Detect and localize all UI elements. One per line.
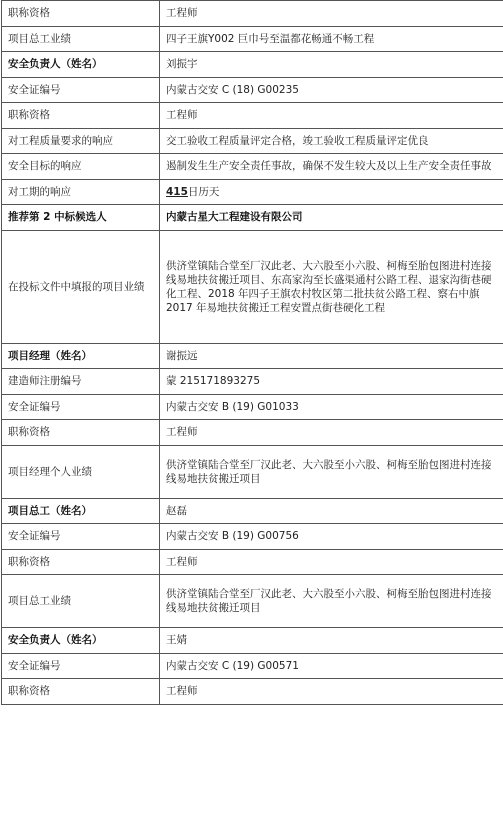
table-row bbox=[2, 343, 503, 369]
table-row bbox=[2, 103, 503, 129]
table-row bbox=[2, 205, 503, 231]
row-value: 谢振远 bbox=[160, 343, 503, 369]
row-value: 工程师 bbox=[160, 420, 503, 446]
table-row bbox=[2, 369, 503, 395]
row-label: 安全证编号 bbox=[2, 77, 160, 103]
table-row bbox=[2, 498, 503, 524]
row-value: 工程师 bbox=[160, 549, 503, 575]
table-row bbox=[2, 679, 503, 705]
row-label: 对工期的响应 bbox=[2, 179, 160, 205]
row-value: 遏制发生生产安全责任事故，确保不发生较大及以上生产安全责任事故 bbox=[160, 154, 503, 180]
table-row bbox=[2, 653, 503, 679]
row-label: 项目总工业绩 bbox=[2, 575, 160, 628]
row-label: 安全负责人（姓名） bbox=[2, 52, 160, 78]
row-label: 职称资格 bbox=[2, 420, 160, 446]
row-label: 在投标文件中填报的项目业绩 bbox=[2, 230, 160, 343]
row-value: 工程师 bbox=[160, 679, 503, 705]
row-value: 工程师 bbox=[160, 103, 503, 129]
row-value: 王婧 bbox=[160, 628, 503, 654]
row-label: 职称资格 bbox=[2, 679, 160, 705]
table-row bbox=[2, 445, 503, 498]
bid-info-sheet bbox=[1, 0, 501, 705]
row-label: 职称资格 bbox=[2, 549, 160, 575]
table-row bbox=[2, 1, 503, 27]
row-value: 供济堂镇陆合堂至厂汉此老、大六股至小六股、柯梅至胎包图进村连接线易地扶贫搬迁项目 bbox=[160, 575, 503, 628]
table-row bbox=[2, 230, 503, 343]
row-value: 内蒙古交安 B (19) G01033 bbox=[160, 394, 503, 420]
row-value: 刘振宇 bbox=[160, 52, 503, 78]
row-label: 职称资格 bbox=[2, 1, 160, 27]
table-row bbox=[2, 420, 503, 446]
row-label: 安全证编号 bbox=[2, 524, 160, 550]
row-label: 项目经理（姓名） bbox=[2, 343, 160, 369]
row-label: 安全目标的响应 bbox=[2, 154, 160, 180]
row-label: 推荐第 2 中标候选人 bbox=[2, 205, 160, 231]
row-value bbox=[160, 179, 503, 205]
duration-unit: 日历天 bbox=[187, 185, 220, 198]
row-label: 安全证编号 bbox=[2, 394, 160, 420]
row-value: 供济堂镇陆合堂至厂汉此老、大六股至小六股、柯梅至胎包图进村连接线易地扶贫搬迁项目 bbox=[160, 445, 503, 498]
row-value: 内蒙古交安 C (18) G00235 bbox=[160, 77, 503, 103]
row-value: 内蒙古交安 C (19) G00571 bbox=[160, 653, 503, 679]
table-row bbox=[2, 154, 503, 180]
row-label: 对工程质量要求的响应 bbox=[2, 128, 160, 154]
row-label: 安全证编号 bbox=[2, 653, 160, 679]
row-value: 供济堂镇陆合堂至厂汉此老、大六股至小六股、柯梅至胎包图进村连接线易地扶贫搬迁项目、东高家沟至长盛渠通村公路工程、退家沟街巷硬化工程、2018 年四子王旗农村牧区第二批扶贫公路工程、察右中旗 2017 年易地扶贫搬迁工程安置点街巷硬化工程 bbox=[160, 230, 503, 343]
row-value: 内蒙古星大工程建设有限公司 bbox=[160, 205, 503, 231]
table-row bbox=[2, 575, 503, 628]
row-label: 项目总工（姓名） bbox=[2, 498, 160, 524]
table-row bbox=[2, 77, 503, 103]
row-value: 内蒙古交安 B (19) G00756 bbox=[160, 524, 503, 550]
table-row bbox=[2, 26, 503, 52]
table-row bbox=[2, 179, 503, 205]
row-value: 工程师 bbox=[160, 1, 503, 27]
table-row bbox=[2, 628, 503, 654]
row-label: 项目总工业绩 bbox=[2, 26, 160, 52]
row-value: 交工验收工程质量评定合格，竣工验收工程质量评定优良 bbox=[160, 128, 503, 154]
row-label: 项目经理个人业绩 bbox=[2, 445, 160, 498]
table-row bbox=[2, 128, 503, 154]
table-row bbox=[2, 524, 503, 550]
row-label: 安全负责人（姓名） bbox=[2, 628, 160, 654]
row-label: 职称资格 bbox=[2, 103, 160, 129]
duration-days: 415 bbox=[166, 185, 188, 198]
row-label: 建造师注册编号 bbox=[2, 369, 160, 395]
table-row bbox=[2, 549, 503, 575]
bid-info-table bbox=[1, 0, 503, 705]
table-row bbox=[2, 52, 503, 78]
row-value: 四子王旗Y002 巨巾号至温都花畅通不畅工程 bbox=[160, 26, 503, 52]
row-value: 赵磊 bbox=[160, 498, 503, 524]
table-row bbox=[2, 394, 503, 420]
row-value: 蒙 215171893275 bbox=[160, 369, 503, 395]
